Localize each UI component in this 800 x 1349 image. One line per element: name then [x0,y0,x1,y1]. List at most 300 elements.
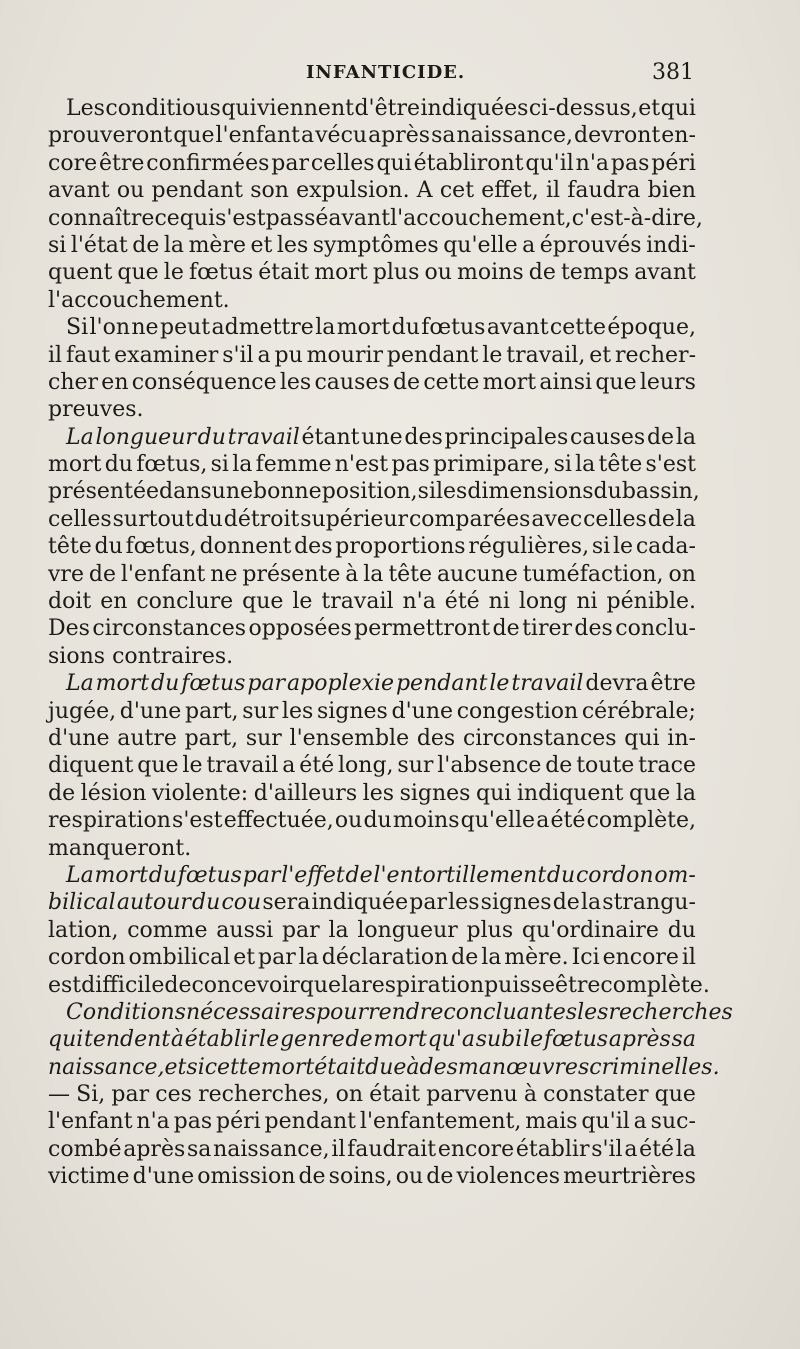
word: du [194,506,223,532]
word: signes [399,780,471,806]
word: si [591,534,611,560]
word: le [482,342,503,368]
word: fœtus, [136,452,208,478]
word: Si [66,315,89,341]
text-line [48,1163,696,1190]
word: prouveront [48,123,173,149]
word: les [435,479,468,505]
word: on [335,1082,364,1108]
word: que [242,589,284,615]
text-line [48,287,696,314]
word: tête [388,561,433,587]
word: recherches, [198,1082,330,1108]
word: puisse [484,972,555,998]
word: une [361,424,403,450]
word: de [48,780,76,806]
word: viennent [257,96,354,121]
word: naissance, [456,123,573,149]
word: être [650,671,696,697]
word: symptômes [312,232,439,258]
word: des [294,534,333,560]
word: du [197,424,226,450]
word: circonstances [92,616,247,642]
word: qu'ordinaire [521,917,659,943]
word: en [100,589,128,615]
word: l'enfant [215,123,301,149]
text-line [48,999,733,1026]
running-head: INFANTICIDE. [306,62,466,83]
word: Des [48,616,90,642]
word: péri [651,150,696,176]
word: présentée [48,479,159,505]
word: la [315,315,336,341]
word: la [675,506,696,532]
text-line [48,807,696,834]
word: surtout [112,506,194,532]
text-line [48,643,696,670]
word: la [341,972,362,998]
word: d'une [132,1164,195,1190]
word: contraires. [112,643,234,669]
text-line [48,561,696,588]
word: l'accouchement, [390,205,572,231]
word: long [518,589,568,615]
word: les [279,369,312,395]
word: a [624,1136,638,1162]
word: pas [610,150,650,176]
word: du [546,862,576,888]
word: causes [314,369,390,395]
word: que [595,369,637,395]
word: par [247,671,286,697]
word: celles [48,506,112,532]
word: qu'elle [460,808,536,834]
word: après [608,1027,671,1053]
word: que [654,1082,696,1108]
text-line [48,451,696,478]
word: le [613,534,634,560]
word: difficile [81,972,165,998]
word: manœuvres [457,1054,590,1080]
word: si [210,452,229,478]
word: été [444,589,480,615]
word: part, [184,698,239,724]
word: la [481,945,502,971]
word: et [589,342,612,368]
word: quent [48,260,113,286]
word: pendant [395,671,488,697]
word: concluantes [443,999,578,1025]
word: proportions [335,534,466,560]
word: suc- [650,1109,696,1135]
word: respiration [361,972,485,998]
word: circonstances [462,725,617,751]
word: et [233,945,256,971]
word: tuméfaction, [522,561,664,587]
word: d'une [391,698,454,724]
word: ce [154,205,180,231]
word: tirer [522,616,572,642]
text-line [48,314,696,341]
word: que [299,972,342,998]
word: a [282,753,296,779]
word: le [259,1027,280,1053]
word: passé [265,205,329,231]
word: cette [423,369,480,395]
word: étant [301,424,360,450]
word: à [345,561,359,587]
word: le [182,753,203,779]
text-line [48,369,696,396]
word: de [426,1164,454,1190]
word: recherches [608,999,733,1025]
word: plus [372,260,420,286]
word: de [164,972,192,998]
word: est [48,972,82,998]
word: cher [48,369,99,395]
word: une [211,479,254,505]
word: position, [321,479,418,505]
word: était [314,1054,366,1080]
word: conséquence [131,369,277,395]
word: pu [274,342,303,368]
word: autour [116,890,191,916]
word: constater [543,1082,649,1108]
word: complète. [600,972,710,998]
text-line [48,835,696,862]
word: ou [116,178,145,204]
word: des [416,725,456,751]
text-line [48,1054,720,1081]
word: mort [336,315,391,341]
word: qui [221,96,257,121]
word: mort [95,671,150,697]
word: à [170,1027,185,1053]
word: de [392,369,421,395]
word: du [363,808,392,834]
word: La [66,862,94,888]
word: qui [624,725,660,751]
text-line [48,780,696,807]
word: doit [48,589,92,615]
word: fœtus [421,315,486,341]
word: ni [488,589,510,615]
text-line [48,889,696,916]
body-text [48,95,733,1191]
word: om- [654,862,696,888]
word: du [94,534,123,560]
word: qui [179,205,216,231]
word: pendant [151,178,243,204]
word: devra [585,671,649,697]
word: la [675,780,696,806]
word: mort [482,369,537,395]
word: de [345,862,373,888]
word: fœtus [181,671,246,697]
word: congestion [456,698,579,724]
word: l'effet [281,862,345,888]
word: devront [573,123,661,149]
word: les [281,698,314,724]
word: mère [188,232,246,258]
word: en [101,369,129,395]
word: aucune [436,561,518,587]
word: celles [310,150,375,176]
word: lation, [48,917,119,943]
word: aussi [216,917,274,943]
word: pendant [386,342,479,368]
word: pour [316,999,369,1025]
word: a [536,808,550,834]
word: de [552,890,580,916]
word: péri [216,1109,261,1135]
word: criminelles. [589,1054,720,1080]
word: bilical [48,890,116,916]
word: établir [184,1027,259,1053]
word: s'il [222,342,254,368]
word: pas [391,452,430,478]
word: Conditions [66,999,186,1025]
word: mort [373,1027,427,1053]
word: n'a [136,1109,170,1135]
word: n'est [334,452,389,478]
text-line [48,424,696,451]
word: principales [444,424,569,450]
word: la [675,1136,696,1162]
word: qui [476,780,512,806]
word: par [271,150,309,176]
word: travail [206,753,279,779]
text-line [48,533,696,560]
word: le [489,671,510,697]
word: l'ensemble [289,725,410,751]
word: présente [242,561,341,587]
word: cet [439,178,475,204]
word: a [257,342,271,368]
word: avant [634,260,696,286]
word: après [368,123,431,149]
word: la [328,917,349,943]
word: d'ailleurs [253,780,358,806]
word: comme [127,917,208,943]
word: n'a [402,589,436,615]
word: violente: [152,780,249,806]
word: fœtus [543,1027,609,1053]
text-line [48,205,703,232]
word: établiront [413,150,524,176]
word: recher- [615,342,696,368]
word: permettront [354,616,491,642]
word: ou [334,808,363,834]
word: travail [511,671,584,697]
word: genre [279,1027,345,1053]
text-line [48,95,696,122]
word: confirmées [146,150,270,176]
word: cordon [48,945,126,971]
word: encore [437,1136,515,1162]
word: mort [260,1054,315,1080]
word: parvenu [426,1082,518,1108]
word: de [545,753,573,779]
word: a [522,232,536,258]
word: A [416,178,433,204]
word: des [404,424,443,450]
word: leurs [639,369,696,395]
text-line [48,259,696,286]
word: il [681,945,696,971]
word: sur [242,698,279,724]
word: qui [660,96,696,121]
text-line [48,752,696,779]
text-line [48,1136,696,1163]
word: les [448,890,480,916]
word: après [123,1136,186,1162]
word: connaître [48,205,155,231]
word: travail, [506,342,586,368]
text-line [48,150,696,177]
word: sur [397,753,434,779]
word: cordon [575,862,654,888]
word: mort [48,452,102,478]
word: apoplexie [287,671,395,697]
word: l'enfantement, [359,1109,522,1135]
word: cou [221,890,262,916]
word: Ici [571,945,600,971]
word: être [554,972,601,998]
word: naissance, [48,1054,165,1080]
word: long, [338,753,394,779]
page-number: 381 [652,60,694,85]
word: d'une [48,725,110,751]
text-line [48,177,696,204]
word: — [48,1082,70,1108]
word: pas [173,1109,213,1135]
word: s'est [645,452,696,478]
word: ces [155,1082,192,1108]
word: du [148,862,177,888]
word: la [232,452,253,478]
word: subi [475,1027,523,1053]
word: qu'il [581,1109,630,1135]
word: par [258,945,296,971]
word: établir [515,1136,590,1162]
word: du [667,917,696,943]
word: que [137,753,179,779]
word: sions [48,643,106,669]
word: qu'elle [443,232,518,258]
word: mort [94,862,148,888]
word: qui [376,150,412,176]
word: bien [647,178,696,204]
word: l'entortillement [373,862,547,888]
word: par [111,1082,150,1108]
word: in- [667,725,696,751]
text-line [48,1081,696,1108]
word: strangu- [602,890,696,916]
word: indi- [646,232,696,258]
word: les [577,999,609,1025]
word: des [419,1054,458,1080]
word: jugée, [48,698,117,724]
word: tendent [84,1027,171,1053]
word: de [345,1027,373,1053]
word: de [492,616,520,642]
word: cette [549,315,606,341]
word: les [362,780,395,806]
word: la [298,945,319,971]
word: ombilical [128,945,231,971]
text-line [48,944,696,971]
word: été [299,753,335,779]
word: du [192,890,221,916]
word: a [633,1109,647,1135]
text-line [48,917,696,944]
word: de [646,424,675,450]
text-line [48,725,696,752]
word: par [409,890,447,916]
word: l'enfant [48,1109,133,1135]
word: naissance, [213,1136,330,1162]
word: par [281,917,320,943]
word: de [132,232,160,258]
word: le [163,260,184,286]
word: qui [48,1027,84,1053]
word: avant [486,315,549,341]
word: fœtus, [125,534,197,560]
word: bassin, [621,479,700,505]
word: ne [131,315,159,341]
word: les [276,232,309,258]
text-line [48,478,700,505]
word: sa [431,123,456,149]
word: signes [316,698,388,724]
word: nécessaires [185,999,317,1025]
word: ou [395,1164,424,1190]
word: de [88,561,116,587]
word: il [545,178,561,204]
word: dimensions [467,479,594,505]
word: le [523,1027,544,1053]
word: ainsi [539,369,593,395]
word: que [629,780,671,806]
word: s'est [215,205,266,231]
word: violences [456,1164,561,1190]
word: la [363,561,384,587]
word: fœtus [188,260,254,286]
text-line [48,122,696,149]
word: indiquées [420,96,529,121]
word: la [163,232,185,258]
word: être [98,150,145,176]
word: plus [466,917,514,943]
word: le [292,589,313,615]
word: soins, [328,1164,393,1190]
word: complète, [586,808,696,834]
word: lésion [80,780,147,806]
word: bonne [253,479,322,505]
word: primipare, [433,452,551,478]
text-line [48,342,696,369]
word: combé [48,1136,122,1162]
word: éprouvés [539,232,642,258]
word: sa [186,1136,212,1162]
word: celles [583,506,647,532]
word: ni [576,589,598,615]
word: c'est-à-dire, [571,205,703,231]
word: opposées [248,616,352,642]
word: preuves. [48,397,144,423]
word: des [574,616,613,642]
